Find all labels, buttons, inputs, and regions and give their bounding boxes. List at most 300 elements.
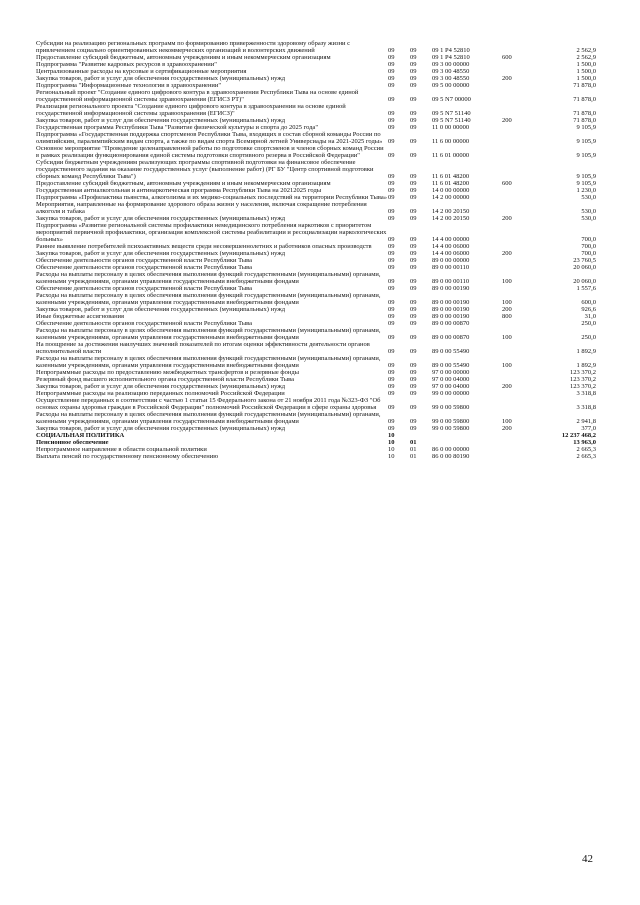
row-name: Обеспечение деятельности органов государственной власти Республики Тыва — [36, 285, 252, 292]
row-amount: 2 941,8 — [576, 418, 596, 425]
row-subsection — [410, 432, 432, 439]
table-row — [36, 222, 596, 243]
table-row — [36, 68, 596, 75]
row-expense-type: 100 — [502, 418, 512, 425]
row-section: 09 — [388, 194, 395, 201]
row-section: 09 — [388, 285, 395, 292]
row-expense-type — [502, 89, 538, 103]
row-amount: 13 963,0 — [573, 439, 596, 446]
row-name: Закупка товаров, работ и услуг для обеспечения государственных (муниципальных) нужд — [36, 75, 286, 82]
row-amount: 9 105,9 — [576, 180, 596, 187]
row-name: Резервный фонд высшего исполнительного органа государственной власти Республики Тыва — [36, 376, 294, 383]
row-section: 09 — [388, 215, 395, 222]
table-row — [36, 103, 596, 117]
row-amount: 9 105,9 — [576, 138, 596, 145]
row-name: Расходы на выплаты персоналу в целях обеспечения выполнения функций государственными (муниципальными) органами, казенными учреждениями, органами управления государственными внебюджетными фондами — [36, 411, 381, 425]
row-name: Расходы на выплаты персоналу в целях обеспечения выполнения функций государственными (муниципальными) органами, казенными учреждениями, органами управления государственными внебюджетными фондами — [36, 292, 381, 306]
table-row — [36, 271, 596, 285]
row-expense-type — [502, 145, 538, 159]
row-target-article: 09 5 N7 51140 — [432, 117, 471, 124]
row-expense-type — [502, 103, 538, 117]
row-name: Закупка товаров, работ и услуг для обеспечения государственных (муниципальных) нужд — [36, 383, 286, 390]
row-expense-type: 100 — [502, 278, 512, 285]
row-amount: 250,0 — [581, 320, 596, 327]
row-amount: 71 878,0 — [573, 82, 596, 89]
row-section: 09 — [388, 124, 395, 131]
row-section: 09 — [388, 54, 395, 61]
row-expense-type — [502, 390, 538, 397]
row-expense-type — [502, 439, 538, 446]
table-row — [36, 75, 596, 82]
row-amount: 600,0 — [581, 299, 596, 306]
row-expense-type — [502, 243, 538, 250]
row-section: 09 — [388, 243, 395, 250]
row-target-article: 09 5 N7 51140 — [432, 110, 471, 117]
row-subsection: 09 — [410, 96, 417, 103]
row-expense-type — [502, 187, 538, 194]
row-subsection: 09 — [410, 82, 417, 89]
row-expense-type: 200 — [502, 75, 512, 82]
row-section: 09 — [388, 75, 395, 82]
row-section: 09 — [388, 47, 395, 54]
table-row — [36, 257, 596, 264]
table-row — [36, 243, 596, 250]
row-target-article: 89 0 00 00190 — [432, 313, 470, 320]
row-target-article: 89 0 00 55490 — [432, 362, 470, 369]
row-name: Непрограммные расходы на реализацию переданных полномочий Российской Федерации — [36, 390, 285, 397]
row-name: Расходы на выплаты персоналу в целях обеспечения выполнения функций государственными (муниципальными) органами, казенными учреждениями, органами управления государственными внебюджетными фондами — [36, 355, 381, 369]
table-row — [36, 215, 596, 222]
row-amount: 2 562,9 — [576, 54, 596, 61]
table-row — [36, 201, 596, 215]
table-row — [36, 40, 596, 54]
table-row — [36, 432, 596, 439]
table-row — [36, 439, 596, 446]
row-name: Мероприятия, направленные на формирование здорового образа жизни у населения, включая сокращение потребления алкоголя и табака — [36, 201, 367, 215]
row-expense-type — [502, 40, 538, 54]
row-amount: 20 060,0 — [573, 264, 596, 271]
row-amount: 1 230,0 — [576, 187, 596, 194]
row-name: Подпрограмма «Развитие региональной системы профилактики немедицинского потребления наркотиков с приоритетом мероприятий первичной профилактики, организация комплексной системы реабилитации и ресоциализации наркологических больных» — [36, 222, 387, 243]
row-amount: 700,0 — [581, 236, 596, 243]
row-target-article: 89 0 00 00110 — [432, 278, 470, 285]
row-section: 10 — [388, 446, 395, 453]
row-name: Закупка товаров, работ и услуг для обеспечения государственных (муниципальных) нужд — [36, 117, 286, 124]
row-amount: 700,0 — [581, 243, 596, 250]
row-name: СОЦИАЛЬНАЯ ПОЛИТИКА — [36, 432, 125, 439]
table-row — [36, 117, 596, 124]
row-subsection: 09 — [410, 61, 417, 68]
row-section: 09 — [388, 173, 395, 180]
table-row — [36, 145, 596, 159]
row-section: 09 — [388, 96, 395, 103]
row-target-article: 09 3 00 00000 — [432, 61, 470, 68]
row-expense-type: 200 — [502, 425, 512, 432]
row-name: Обеспечение деятельности органов государственной власти Республики Тыва — [36, 320, 252, 327]
row-name: Субсидии бюджетным учреждениям реализующих программы спортивной подготовки на финансовое обеспечение государственного задания на оказание государственных услуг (выполнение работ) (РГ БУ "Центр спортивной подготовки сборных команд Республики Тыва") — [36, 159, 374, 180]
row-expense-type — [502, 397, 538, 411]
row-name: Расходы на выплаты персоналу в целях обеспечения выполнения функций государственными (муниципальными) органами, казенными учреждениями, органами управления государственными внебюджетными фондами — [36, 271, 381, 285]
row-expense-type — [502, 124, 538, 131]
row-target-article: 89 0 00 00870 — [432, 334, 470, 341]
row-section: 09 — [388, 376, 395, 383]
row-target-article: 11 6 01 48200 — [432, 180, 470, 187]
table-row — [36, 306, 596, 313]
table-row — [36, 131, 596, 145]
row-amount: 530,0 — [581, 194, 596, 201]
row-amount: 530,0 — [581, 208, 596, 215]
table-row — [36, 411, 596, 425]
row-expense-type: 800 — [502, 313, 512, 320]
row-target-article: 11 6 01 48200 — [432, 173, 470, 180]
row-target-article: 86 0 00 00000 — [432, 446, 470, 453]
table-row — [36, 250, 596, 257]
row-target-article: 14 2 00 20150 — [432, 208, 470, 215]
row-name: Государственная программа Республики Тыва "Развитие физической культуры и спорта до 2025 года" — [36, 124, 318, 131]
row-expense-type — [502, 222, 538, 243]
row-section: 09 — [388, 187, 395, 194]
row-name: Подпрограмма "Развитие кадровых ресурсов в здравоохранении" — [36, 61, 217, 68]
row-section: 09 — [388, 152, 395, 159]
row-name: Закупка товаров, работ и услуг для обеспечения государственных (муниципальных) нужд — [36, 425, 286, 432]
row-amount: 1 892,9 — [576, 362, 596, 369]
row-subsection: 09 — [410, 418, 417, 425]
row-name: Подпрограмма "Информационные технологии в здравоохранении" — [36, 82, 222, 89]
row-name: Предоставление субсидий бюджетным, автономным учреждениям и иным некоммерческим организациям — [36, 54, 331, 61]
row-target-article: 14 4 00 06000 — [432, 243, 470, 250]
row-subsection: 09 — [410, 383, 417, 390]
row-amount: 1 892,9 — [576, 348, 596, 355]
row-expense-type — [502, 369, 538, 376]
row-section: 09 — [388, 208, 395, 215]
row-section: 09 — [388, 362, 395, 369]
row-target-article: 11 0 00 00000 — [432, 124, 470, 131]
row-subsection: 09 — [410, 348, 417, 355]
row-subsection: 01 — [410, 439, 417, 446]
row-amount: 71 878,0 — [573, 117, 596, 124]
row-target-article: 14 2 00 20150 — [432, 215, 470, 222]
row-target-article — [432, 439, 502, 446]
table-row — [36, 397, 596, 411]
row-amount: 9 105,9 — [576, 152, 596, 159]
row-subsection: 09 — [410, 264, 417, 271]
row-expense-type: 200 — [502, 306, 512, 313]
row-amount: 123 370,2 — [570, 369, 596, 376]
row-section: 09 — [388, 390, 395, 397]
row-amount: 1 500,0 — [576, 68, 596, 75]
row-subsection: 09 — [410, 250, 417, 257]
row-target-article: 89 0 00 55490 — [432, 348, 470, 355]
row-subsection: 09 — [410, 278, 417, 285]
row-expense-type — [502, 131, 538, 145]
row-target-article: 14 2 00 00000 — [432, 194, 470, 201]
table-row — [36, 89, 596, 103]
row-target-article: 89 0 00 00110 — [432, 264, 470, 271]
row-subsection: 09 — [410, 187, 417, 194]
row-amount: 2 562,9 — [576, 47, 596, 54]
table-row — [36, 180, 596, 187]
row-section: 09 — [388, 404, 395, 411]
row-target-article: 09 5 N7 00000 — [432, 96, 471, 103]
table-row — [36, 82, 596, 89]
row-subsection: 09 — [410, 152, 417, 159]
row-expense-type: 600 — [502, 180, 512, 187]
row-amount: 530,0 — [581, 215, 596, 222]
row-target-article: 11 6 00 00000 — [432, 138, 470, 145]
row-name: Обеспечение деятельности органов государственной власти Республики Тыва — [36, 257, 252, 264]
row-section: 09 — [388, 299, 395, 306]
row-amount: 3 318,8 — [576, 390, 596, 397]
row-target-article: 09 3 00 48550 — [432, 68, 470, 75]
table-row — [36, 61, 596, 68]
row-subsection: 09 — [410, 124, 417, 131]
row-amount: 926,6 — [581, 306, 596, 313]
row-amount: 71 878,0 — [573, 96, 596, 103]
row-amount: 3 318,8 — [576, 404, 596, 411]
row-section: 09 — [388, 82, 395, 89]
row-expense-type — [502, 453, 538, 460]
row-target-article: 09 1 P4 52810 — [432, 47, 470, 54]
row-subsection: 09 — [410, 306, 417, 313]
row-section: 09 — [388, 313, 395, 320]
table-row — [36, 264, 596, 271]
row-subsection: 09 — [410, 320, 417, 327]
row-section: 09 — [388, 306, 395, 313]
row-section: 09 — [388, 138, 395, 145]
budget-table-body — [36, 40, 596, 460]
row-subsection: 09 — [410, 285, 417, 292]
row-amount: 71 878,0 — [573, 110, 596, 117]
page-number: 42 — [582, 853, 593, 865]
row-target-article: 09 3 00 48550 — [432, 75, 470, 82]
table-row — [36, 369, 596, 376]
row-expense-type: 600 — [502, 54, 512, 61]
row-subsection: 01 — [410, 446, 417, 453]
row-section: 09 — [388, 334, 395, 341]
row-subsection: 09 — [410, 299, 417, 306]
table-row — [36, 453, 596, 460]
row-amount: 31,0 — [584, 313, 596, 320]
row-name: Обеспечение деятельности органов государственной власти Республики Тыва — [36, 264, 252, 271]
table-row — [36, 313, 596, 320]
row-subsection: 01 — [410, 453, 417, 460]
table-row — [36, 341, 596, 355]
row-name: На поощрение за достижения наилучших значений показателей по итогам оценки эффективности деятельности органов исполнительной власти — [36, 341, 370, 355]
row-name: Государственная антиалкогольная и антинаркотическая программа Республики Тыва на 20212025 годы — [36, 187, 322, 194]
row-amount: 123 370,2 — [570, 383, 596, 390]
row-target-article: 09 5 00 00000 — [432, 82, 470, 89]
table-row — [36, 194, 596, 201]
row-section: 09 — [388, 68, 395, 75]
row-subsection: 09 — [410, 173, 417, 180]
table-row — [36, 292, 596, 306]
row-section: 09 — [388, 383, 395, 390]
row-name: Осуществление переданных в соответствии с частью 1 статьи 15 Федерального закона от 21 ноября 2011 года №323-ФЗ "Об основах охраны здоровья граждан в Российской Федерации" полномочий Российской Федерации в сфере охраны здоровья — [36, 397, 381, 411]
row-expense-type — [502, 257, 538, 264]
row-subsection: 09 — [410, 54, 417, 61]
row-subsection: 09 — [410, 47, 417, 54]
row-name: Реализация регионального проекта "Создание единого цифрового контура в здравоохранении на основе единой государственной информационной системы здравоохранения (ЕГИСЗ)" — [36, 103, 346, 117]
row-subsection: 09 — [410, 75, 417, 82]
row-target-article: 97 0 00 00000 — [432, 369, 470, 376]
row-subsection: 09 — [410, 117, 417, 124]
row-amount: 20 060,0 — [573, 278, 596, 285]
row-name: Закупка товаров, работ и услуг для обеспечения государственных (муниципальных) нужд — [36, 250, 286, 257]
row-section: 09 — [388, 110, 395, 117]
row-target-article: 89 0 00 00190 — [432, 306, 470, 313]
row-target-article: 89 0 00 00190 — [432, 285, 470, 292]
row-subsection: 09 — [410, 194, 417, 201]
row-section: 09 — [388, 117, 395, 124]
row-expense-type: 100 — [502, 299, 512, 306]
table-row — [36, 187, 596, 194]
row-subsection: 09 — [410, 313, 417, 320]
row-expense-type: 200 — [502, 117, 512, 124]
row-expense-type — [502, 432, 538, 439]
row-subsection: 09 — [410, 362, 417, 369]
row-amount: 1 557,6 — [576, 285, 596, 292]
row-section: 09 — [388, 257, 395, 264]
row-target-article: 97 0 00 04000 — [432, 383, 470, 390]
table-row — [36, 159, 596, 180]
table-row — [36, 285, 596, 292]
row-target-article: 89 0 00 00000 — [432, 257, 470, 264]
row-expense-type — [502, 159, 538, 180]
row-subsection: 09 — [410, 369, 417, 376]
row-name: Непрограммные расходы по предоставлению межбюджетных трансфертов и резервные фонды — [36, 369, 299, 376]
row-amount: 9 105,9 — [576, 173, 596, 180]
row-section: 09 — [388, 180, 395, 187]
row-section: 09 — [388, 61, 395, 68]
row-name: Централизованные расходы на курсовые и сертификационные мероприятия — [36, 68, 247, 75]
row-amount: 1 500,0 — [576, 61, 596, 68]
row-section: 09 — [388, 320, 395, 327]
row-expense-type: 200 — [502, 250, 512, 257]
budget-table — [36, 40, 596, 460]
row-name: Субсидии на реализацию региональных программ по формированию приверженности здоровому образу жизни с привлечением социально ориентированных некоммерческих организаций и волонтерских движений — [36, 40, 351, 54]
row-expense-type — [502, 320, 538, 327]
row-amount: 1 500,0 — [576, 75, 596, 82]
row-subsection: 09 — [410, 390, 417, 397]
row-section: 10 — [388, 432, 395, 439]
row-expense-type — [502, 201, 538, 215]
row-expense-type: 200 — [502, 383, 512, 390]
row-target-article: 97 0 00 04000 — [432, 376, 470, 383]
row-amount: 12 237 468,2 — [561, 432, 596, 439]
row-section: 09 — [388, 418, 395, 425]
row-target-article: 14 0 00 00000 — [432, 187, 470, 194]
row-name: Раннее выявление потребителей психоактивных веществ среди несовершеннолетних и работников опасных производств — [36, 243, 372, 250]
row-amount: 377,0 — [581, 425, 596, 432]
row-expense-type — [502, 285, 538, 292]
row-subsection: 09 — [410, 138, 417, 145]
row-subsection: 09 — [410, 110, 417, 117]
row-section: 09 — [388, 278, 395, 285]
row-expense-type: 100 — [502, 362, 512, 369]
row-name: Подпрограмма «Профилактика пьянства, алкоголизма и их медико-социальных последствий на территории Республики Тыва» — [36, 194, 387, 201]
row-section: 09 — [388, 425, 395, 432]
table-row — [36, 54, 596, 61]
row-name: Расходы на выплаты персоналу в целях обеспечения выполнения функций государственными (муниципальными) органами, казенными учреждениями, органами управления государственными внебюджетными фондами — [36, 327, 381, 341]
row-section: 10 — [388, 439, 395, 446]
row-subsection: 09 — [410, 243, 417, 250]
row-section: 10 — [388, 453, 395, 460]
row-expense-type — [502, 82, 538, 89]
row-section: 09 — [388, 369, 395, 376]
row-name: Предоставление субсидий бюджетным, автономным учреждениям и иным некоммерческим организациям — [36, 180, 331, 187]
row-section: 09 — [388, 264, 395, 271]
row-subsection: 09 — [410, 180, 417, 187]
row-target-article: 99 0 00 59800 — [432, 425, 470, 432]
table-row — [36, 355, 596, 369]
row-target-article: 09 1 P4 52810 — [432, 54, 470, 61]
row-expense-type: 100 — [502, 334, 512, 341]
table-row — [36, 383, 596, 390]
row-name: Непрограммное направление в области социальной политики — [36, 446, 207, 453]
table-row — [36, 124, 596, 131]
row-expense-type — [502, 446, 538, 453]
row-subsection: 09 — [410, 376, 417, 383]
row-amount: 250,0 — [581, 334, 596, 341]
row-subsection: 09 — [410, 208, 417, 215]
row-expense-type — [502, 341, 538, 355]
row-name: Основное мероприятие "Проведение целенаправленной работы по подготовке спортсменов и членов сборных команд России в рамках реализации функционирования единой системы подготовки спортивного резерва в Российской Федерации" — [36, 145, 384, 159]
row-target-article: 99 0 00 59800 — [432, 418, 470, 425]
row-name: Закупка товаров, работ и услуг для обеспечения государственных (муниципальных) нужд — [36, 306, 286, 313]
row-expense-type — [502, 376, 538, 383]
row-target-article: 14 4 00 06000 — [432, 250, 470, 257]
row-amount: 23 760,5 — [573, 257, 596, 264]
row-name: Подпрограмма «Государственная поддержка спортсменов Республики Тыва, входящих в состав сборной команды России по олимпийским, паралимпийским видам спорта, а также по видам спорта Всемирной летней Универсиады на 2021-2025 годы» — [36, 131, 383, 145]
row-amount: 123 370,2 — [570, 376, 596, 383]
row-target-article: 86 0 00 80190 — [432, 453, 470, 460]
table-row — [36, 327, 596, 341]
row-target-article: 14 4 00 00000 — [432, 236, 470, 243]
row-target-article — [432, 432, 502, 439]
row-amount: 2 665,3 — [576, 446, 596, 453]
row-target-article: 99 0 00 00000 — [432, 390, 470, 397]
row-amount: 9 105,9 — [576, 124, 596, 131]
row-expense-type — [502, 194, 538, 201]
row-subsection: 09 — [410, 404, 417, 411]
row-section: 09 — [388, 348, 395, 355]
table-row — [36, 376, 596, 383]
row-name: Закупка товаров, работ и услуг для обеспечения государственных (муниципальных) нужд — [36, 215, 286, 222]
row-expense-type — [502, 61, 538, 68]
row-section: 09 — [388, 236, 395, 243]
row-subsection: 09 — [410, 334, 417, 341]
row-section: 09 — [388, 250, 395, 257]
row-subsection: 09 — [410, 425, 417, 432]
row-subsection: 09 — [410, 236, 417, 243]
row-subsection: 09 — [410, 215, 417, 222]
row-name: Региональный проект "Создание единого цифрового контура в здравоохранении Республики Тыва на основе единой государственной информационной системы здравоохранения (ЕГИСЗ РТ)" — [36, 89, 359, 103]
row-target-article: 89 0 00 00190 — [432, 299, 470, 306]
row-expense-type — [502, 264, 538, 271]
row-name: Иные бюджетные ассигнования — [36, 313, 125, 320]
row-target-article: 89 0 00 00870 — [432, 320, 470, 327]
row-expense-type: 200 — [502, 215, 512, 222]
row-amount: 2 665,3 — [576, 453, 596, 460]
table-row — [36, 446, 596, 453]
row-name: Выплата пенсий по государственному пенсионному обеспечению — [36, 453, 219, 460]
row-expense-type — [502, 68, 538, 75]
row-target-article: 99 0 00 59800 — [432, 404, 470, 411]
table-row — [36, 390, 596, 397]
row-amount: 700,0 — [581, 250, 596, 257]
table-row — [36, 320, 596, 327]
table-row — [36, 425, 596, 432]
